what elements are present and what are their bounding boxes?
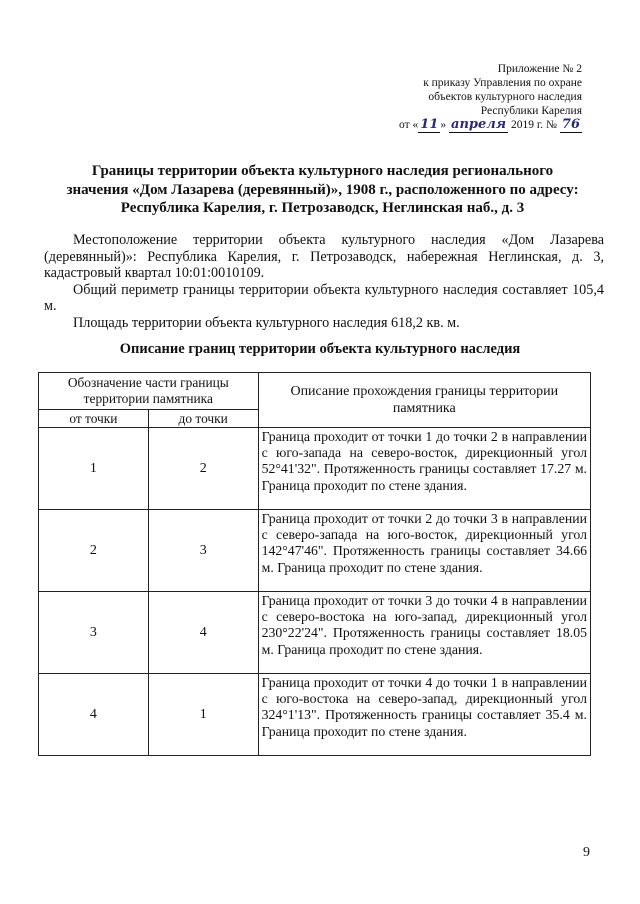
- appendix-block: [342, 62, 582, 132]
- from-point-cell: 4: [39, 674, 149, 756]
- from-point-cell: 3: [39, 592, 149, 674]
- handwritten-month: апреля: [451, 117, 507, 132]
- perimeter-paragraph: Общий периметр границы территории объекта культурного наследия составляет 105,4 м.: [44, 281, 604, 315]
- appendix-line-3: объектов культурного наследия: [428, 91, 582, 103]
- description-cell: Граница проходит от точки 2 до точки 3 в направлении с северо-запада на юго-восток, дирекционный угол 142°47'46". Протяженность границы составляет 34.66 м. Граница проходит по стене здания.: [258, 510, 590, 592]
- boundary-table: [38, 372, 591, 756]
- description-cell: Граница проходит от точки 3 до точки 4 в направлении с северо-востока на юго-запад, дирекционный угол 230°22'24". Протяженность границы составляет 18.05 м. Граница проходит по стене здания.: [258, 592, 590, 674]
- handwritten-day: 11: [420, 117, 439, 132]
- group-header: Обозначение части границы территории памятника: [39, 373, 259, 410]
- location-paragraph: Местоположение территории объекта культурного наследия «Дом Лазарева (деревянный)»: Республика Карелия, г. Петрозаводск, набережная Неглинская, д. 3, кадастровый квартал 10:01:0010109.: [44, 232, 604, 282]
- table-row: [39, 674, 591, 756]
- title-line-3: Республика Карелия, г. Петрозаводск, Неглинская наб., д. 3: [120, 200, 525, 216]
- col-to-header: до точки: [148, 410, 258, 428]
- section-title: Описание границ территории объекта культурного наследия: [119, 341, 521, 357]
- col-from-header: от точки: [39, 410, 149, 428]
- document-title: [50, 162, 595, 218]
- to-point-cell: 2: [148, 428, 258, 510]
- appendix-date-line: [342, 118, 582, 132]
- to-point-cell: 3: [148, 510, 258, 592]
- handwritten-order-number: 76: [561, 117, 580, 132]
- description-cell: Граница проходит от точки 1 до точки 2 в направлении с юго-запада на северо-восток, дирекционный угол 52°41'32". Протяженность границы составляет 17.27 м. Граница проходит по стене здания.: [258, 428, 590, 510]
- appendix-line-2: к приказу Управления по охране: [423, 77, 582, 89]
- appendix-line-4: Республики Карелия: [480, 105, 582, 117]
- table-row: [39, 592, 591, 674]
- from-point-cell: 2: [39, 510, 149, 592]
- body-text: [44, 232, 604, 332]
- from-point-cell: 1: [39, 428, 149, 510]
- date-prefix: от «: [399, 119, 419, 131]
- date-quote-close: »: [440, 119, 447, 131]
- to-point-cell: 1: [148, 674, 258, 756]
- title-line-2: значения «Дом Лазарева (деревянный)», 1908 г., расположенного по адресу:: [66, 181, 579, 198]
- date-year: 2019 г. №: [511, 119, 558, 131]
- description-cell: Граница проходит от точки 4 до точки 1 в направлении с юго-востока на северо-запад, дирекционный угол 324°1'13". Протяженность границы составляет 35.4 м. Граница проходит по стене здания.: [258, 674, 590, 756]
- page-number: 9: [583, 845, 590, 860]
- table-row: [39, 428, 591, 510]
- table-row: [39, 510, 591, 592]
- table-header-row: [39, 373, 591, 410]
- to-point-cell: 4: [148, 592, 258, 674]
- appendix-line-1: Приложение № 2: [497, 63, 582, 75]
- area-paragraph: Площадь территории объекта культурного наследия 618,2 кв. м.: [73, 314, 460, 331]
- title-line-1: Границы территории объекта культурного наследия регионального: [91, 163, 554, 179]
- description-header: Описание прохождения границы территории памятника: [258, 373, 590, 428]
